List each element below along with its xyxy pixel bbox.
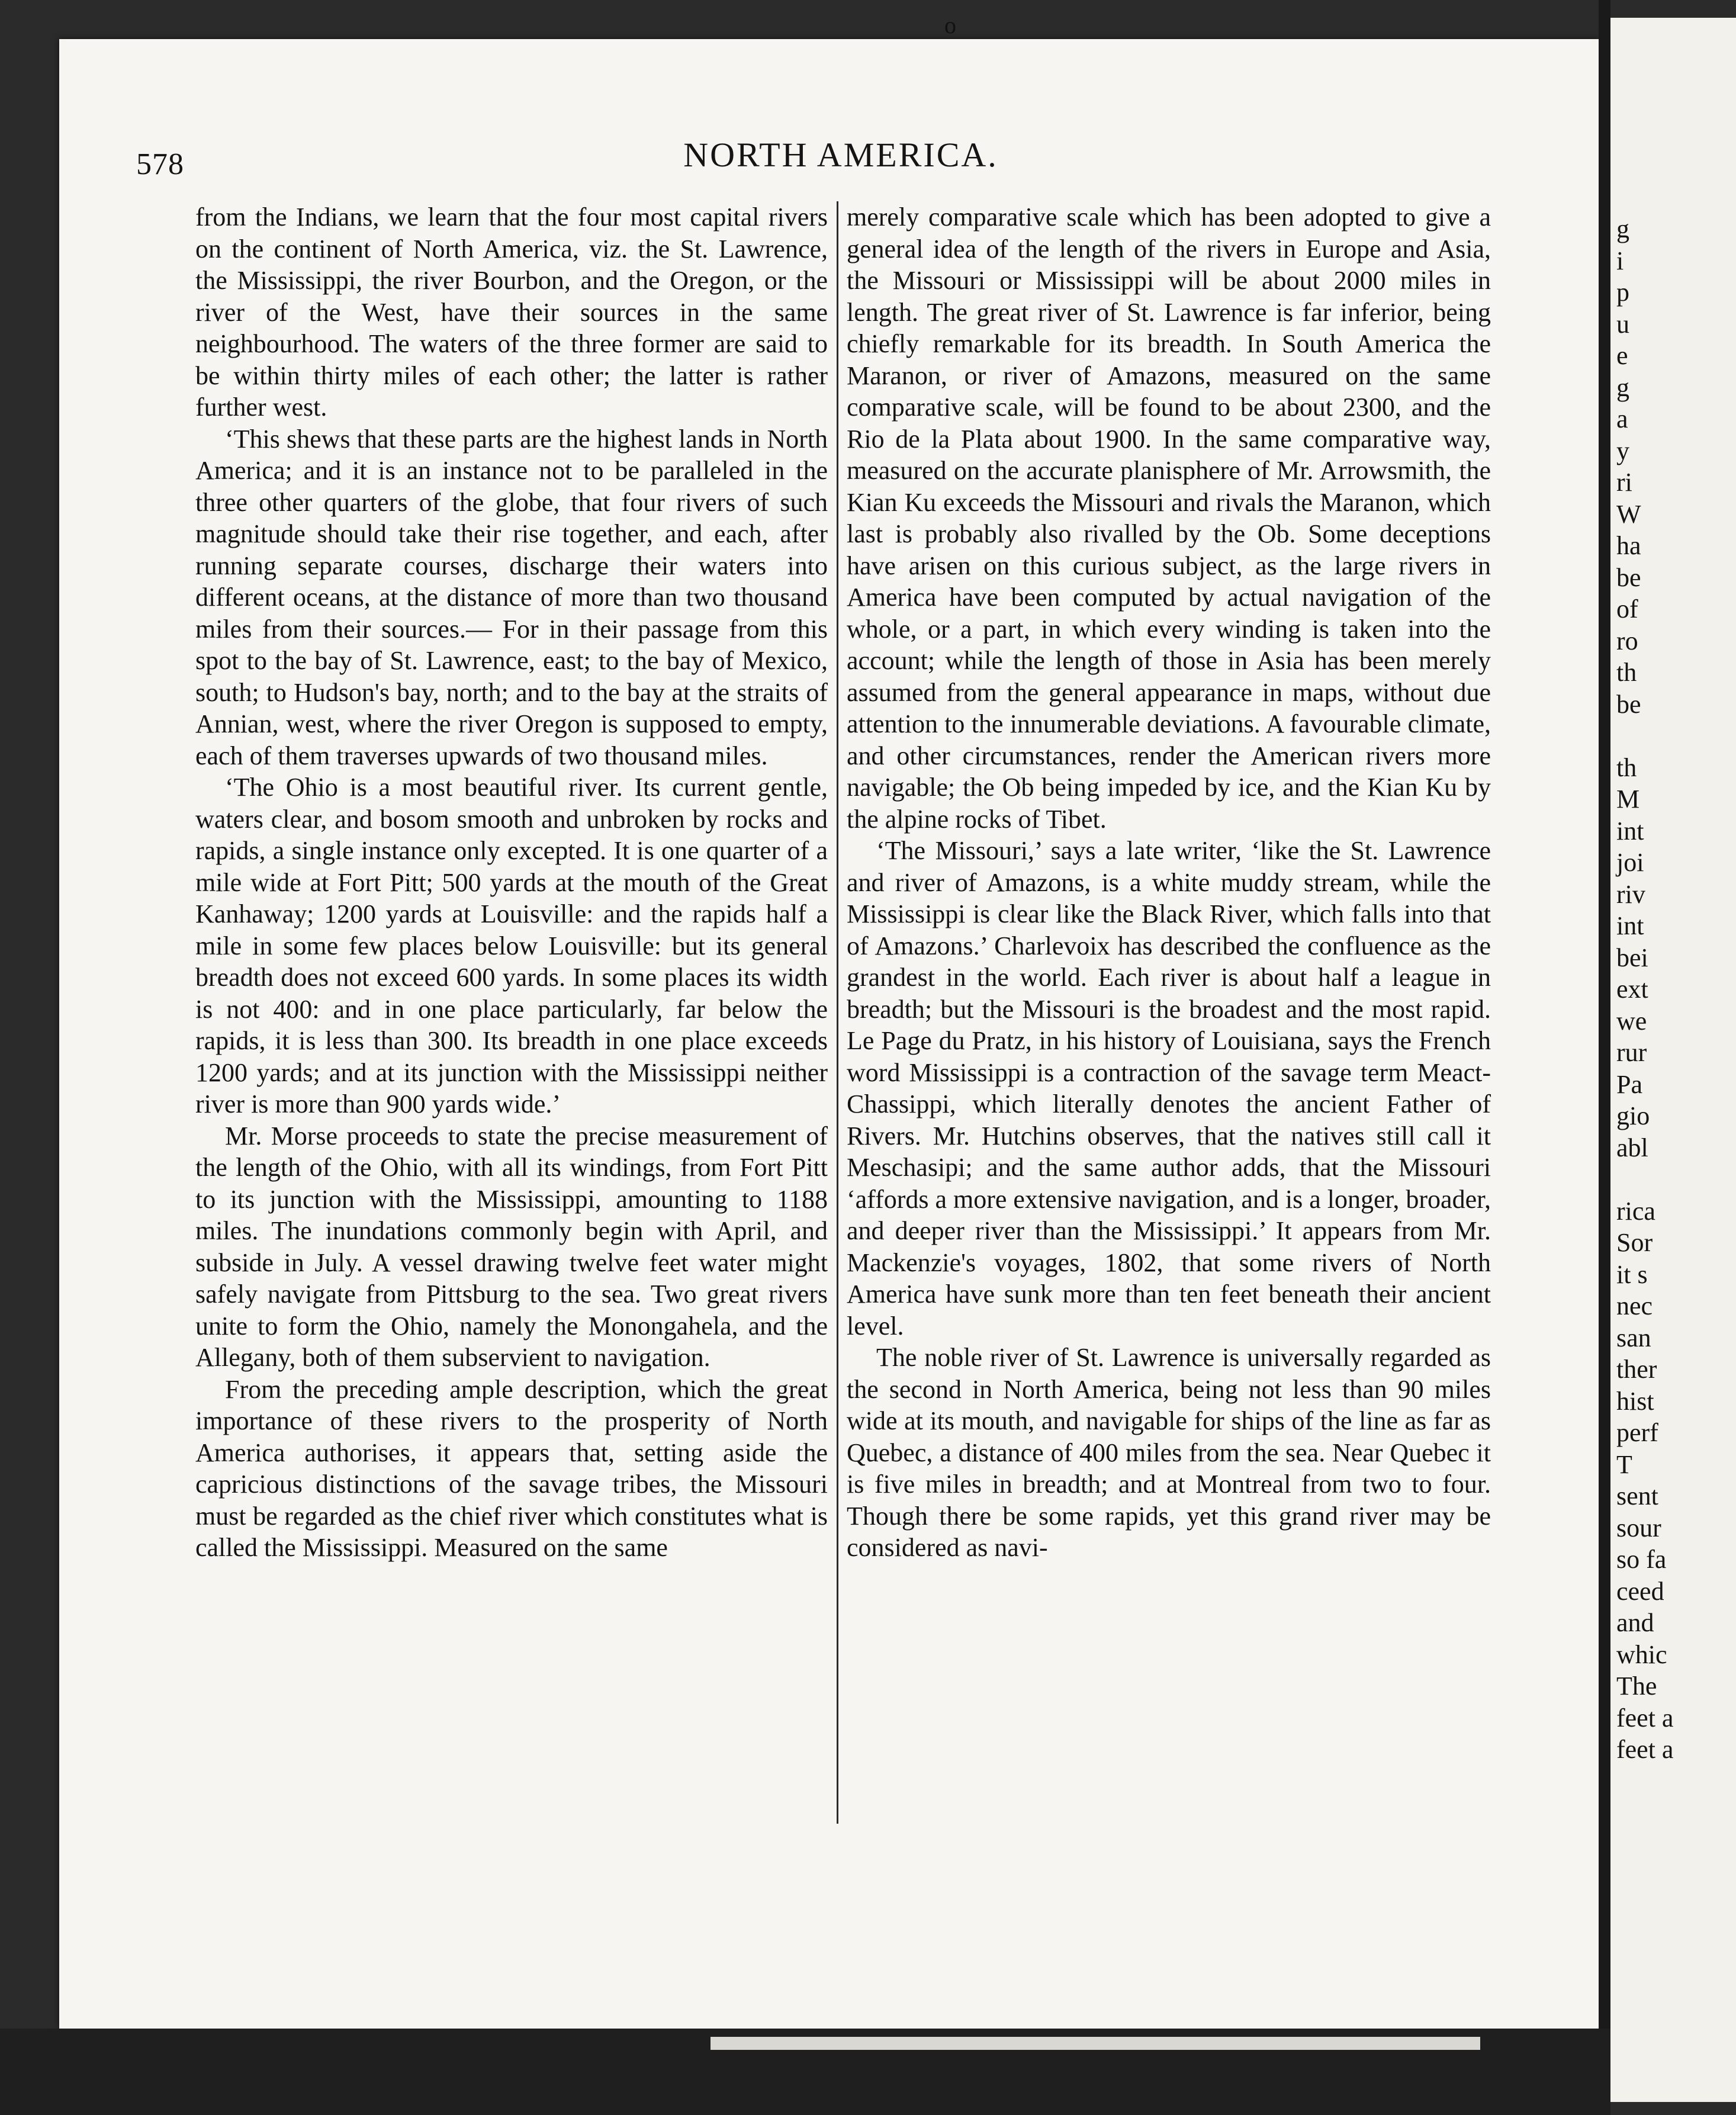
paragraph: merely comparative scale which has been adopted to give a general idea of the length of the rivers in Europe and Asia, the Missouri or Mississippi will be about 2000 miles in length. The great river of St. Lawrence is far inferior, being chiefly remarkable for its breadth. In South America the Maranon, or river of Amazons, measured on the same comparative scale, will be found to be about 2300, and the Rio de la Plata about 1900. In the same comparative way, measured on the accurate planisphere of Mr. Arrowsmith, the Kian Ku exceeds the Missouri and rivals the Maranon, which last is probably also rivalled by the Ob. Some deceptions have arisen on this curious subject, as the large rivers in America have been computed by actual navigation of the whole, or a part, in which every winding is taken into the account; while the length of those in Asia has been merely assumed from the general appearance in maps, without due attention to the innumerable deviations. A favourable climate, and other circumstances, render the American rivers more navigable; the Ob being impeded by ice, and the Kian Ku by the alpine rocks of Tibet. — [847, 202, 1491, 834]
facing-page-fragment: sent — [1616, 1481, 1658, 1510]
facing-page-fragment: M — [1616, 785, 1640, 814]
right-column — [847, 201, 1491, 1564]
facing-page-fragment: nec — [1616, 1291, 1653, 1320]
facing-page-fragment: we — [1616, 1006, 1647, 1036]
facing-page-fragment: be — [1616, 689, 1641, 719]
facing-page-fragment: ext — [1616, 975, 1648, 1004]
facing-page-fragment: y — [1616, 436, 1629, 465]
facing-page-fragment: abl — [1616, 1133, 1648, 1162]
facing-page-fragment: int — [1616, 911, 1644, 940]
facing-page-fragment: perf — [1616, 1418, 1658, 1447]
facing-page-fragment: of — [1616, 594, 1638, 623]
column-rule — [837, 201, 838, 1824]
paragraph: ‘The Ohio is a most beautiful river. Its current gentle, waters clear, and bosom smooth and unbroken by rocks and rapids, a single instance only excepted. It is one quarter of a mile wide at Fort Pitt; 500 yards at the mouth of the Great Kanhaway; 1200 yards at Louisville: and the rapids half a mile in some few places below Louisville: but its general breadth does not exceed 600 yards. In some places its width is not 400: and in one place particularly, far below the rapids, it is less than 300. Its breadth in one place exceeds 1200 yards; and at its junction with the Mississippi neither river is more than 900 yards wide.’ — [195, 773, 828, 1118]
left-column — [195, 201, 828, 1564]
facing-page-fragment: feet a — [1616, 1703, 1674, 1732]
facing-page-text — [1616, 213, 1673, 1766]
facing-page-fragment: rur — [1616, 1038, 1647, 1067]
facing-page-fragment: p — [1616, 278, 1629, 307]
facing-page-fragment: ri — [1616, 468, 1632, 497]
facing-page-fragment: e — [1616, 341, 1628, 370]
facing-page-fragment: ha — [1616, 531, 1641, 560]
facing-page-fragment: feet a — [1616, 1735, 1674, 1764]
binding-edge — [711, 2037, 1480, 2050]
paragraph: ‘The Missouri,’ says a late writer, ‘like the St. Lawrence and river of Amazons, is a white muddy stream, while the Mississippi is clear like the Black River, which falls into that of Amazons.’ Charlevoix has described the confluence as the grandest in the world. Each river is about half a league in breadth; but the Missouri is the broadest and the most rapid. Le Page du Pratz, in his history of Louisiana, says the French word Mississippi is a contraction of the savage term Meact-Chassippi, which literally denotes the ancient Father of Rivers. Mr. Hutchins observes, that the natives still call it Meschasipi; and the same author adds, that the Missouri ‘affords a more extensive navigation, and is a longer, broader, and deeper river than the Mississippi.’ It appears from Mr. Mackenzie's voyages, 1802, that some rivers of North America have sunk more than ten feet beneath their ancient level. — [847, 836, 1491, 1341]
page-ornament: o — [944, 12, 956, 38]
facing-page-fragment — [1616, 1163, 1673, 1195]
facing-page — [1610, 18, 1736, 2102]
facing-page-fragment: ro — [1616, 626, 1638, 655]
gutter-shadow — [1599, 0, 1610, 2115]
paragraph: The noble river of St. Lawrence is universally regarded as the second in North America, being not less than 90 miles wide at its mouth, and navigable for ships of the line as far as Quebec, a distance of 400 miles from the sea. Near Quebec it is five miles in breadth; and at Montreal from two to four. Though there be some rapids, yet this grand river may be considered as navi- — [847, 1343, 1491, 1562]
paragraph: Mr. Morse proceeds to state the precise measurement of the length of the Ohio, with all its windings, from Fort Pitt to its junction with the Mississippi, amounting to 1188 miles. The inundations commonly begin with April, and subside in July. A vessel drawing twelve feet water might safely navigate from Pittsburg to the sea. Two great rivers unite to form the Ohio, namely the Monongahela, and the Allegany, both of them subservient to navigation. — [195, 1121, 828, 1372]
facing-page-fragment: ceed — [1616, 1576, 1664, 1606]
facing-page-fragment: a — [1616, 404, 1628, 433]
facing-page-fragment — [1616, 720, 1673, 752]
facing-page-fragment: bei — [1616, 943, 1648, 972]
paragraph: from the Indians, we learn that the four most capital rivers on the continent of North America, viz. the St. Lawrence, the Mississippi, the river Bourbon, and the Oregon, or the river of the West, have their sources in the same neighbourhood. The waters of the three former are said to be within thirty miles of each other; the latter is rather further west. — [195, 202, 828, 422]
facing-page-fragment: hist — [1616, 1386, 1654, 1416]
facing-page-fragment: gio — [1616, 1101, 1650, 1130]
facing-page-fragment: be — [1616, 562, 1641, 592]
paragraph: From the preceding ample description, which the great importance of these rivers to the prosperity of North America authorises, it appears that, setting aside the capricious distinctions of the savage tribes, the Missouri must be regarded as the chief river which constitutes what is called the Mississippi. Measured on the same — [195, 1374, 828, 1562]
facing-page-fragment: T — [1616, 1449, 1632, 1479]
facing-page-fragment: u — [1616, 309, 1629, 339]
facing-page-fragment: whic — [1616, 1640, 1667, 1669]
facing-page-fragment: sour — [1616, 1513, 1661, 1542]
facing-page-fragment: int — [1616, 816, 1644, 846]
facing-page-fragment: rica — [1616, 1196, 1655, 1226]
facing-page-fragment: Pa — [1616, 1069, 1642, 1099]
facing-page-fragment: th — [1616, 753, 1637, 782]
facing-page-fragment: The — [1616, 1672, 1657, 1701]
facing-page-fragment: joi — [1616, 848, 1644, 877]
running-head: NORTH AMERICA. — [683, 136, 998, 174]
page-number: 578 — [136, 147, 184, 181]
facing-page-fragment: it s — [1616, 1259, 1648, 1289]
facing-page-fragment: so fa — [1616, 1545, 1667, 1574]
facing-page-fragment: san — [1616, 1323, 1651, 1352]
facing-page-fragment: g — [1616, 372, 1629, 402]
facing-page-fragment: i — [1616, 246, 1624, 275]
facing-page-fragment: g — [1616, 214, 1629, 243]
facing-page-fragment: ther — [1616, 1355, 1657, 1384]
paragraph: ‘This shews that these parts are the highest lands in North America; and it is an instance not to be paralleled in the three other quarters of the globe, that four rivers of such magnitude should take their rise together, and each, after running separate courses, discharge their waters into different oceans, at the distance of more than two thousand miles from their sources.— For in their passage from this spot to the bay of St. Lawrence, east; to the bay of Mexico, south; to Hudson's bay, north; and to the bay at the straits of Annian, west, where the river Oregon is supposed to empty, each of them traverses upwards of two thousand miles. — [195, 424, 828, 770]
facing-page-fragment: th — [1616, 658, 1637, 687]
facing-page-fragment: and — [1616, 1608, 1654, 1637]
facing-page-fragment: Sor — [1616, 1228, 1653, 1257]
facing-page-fragment: riv — [1616, 879, 1645, 909]
facing-page-fragment: W — [1616, 499, 1641, 529]
